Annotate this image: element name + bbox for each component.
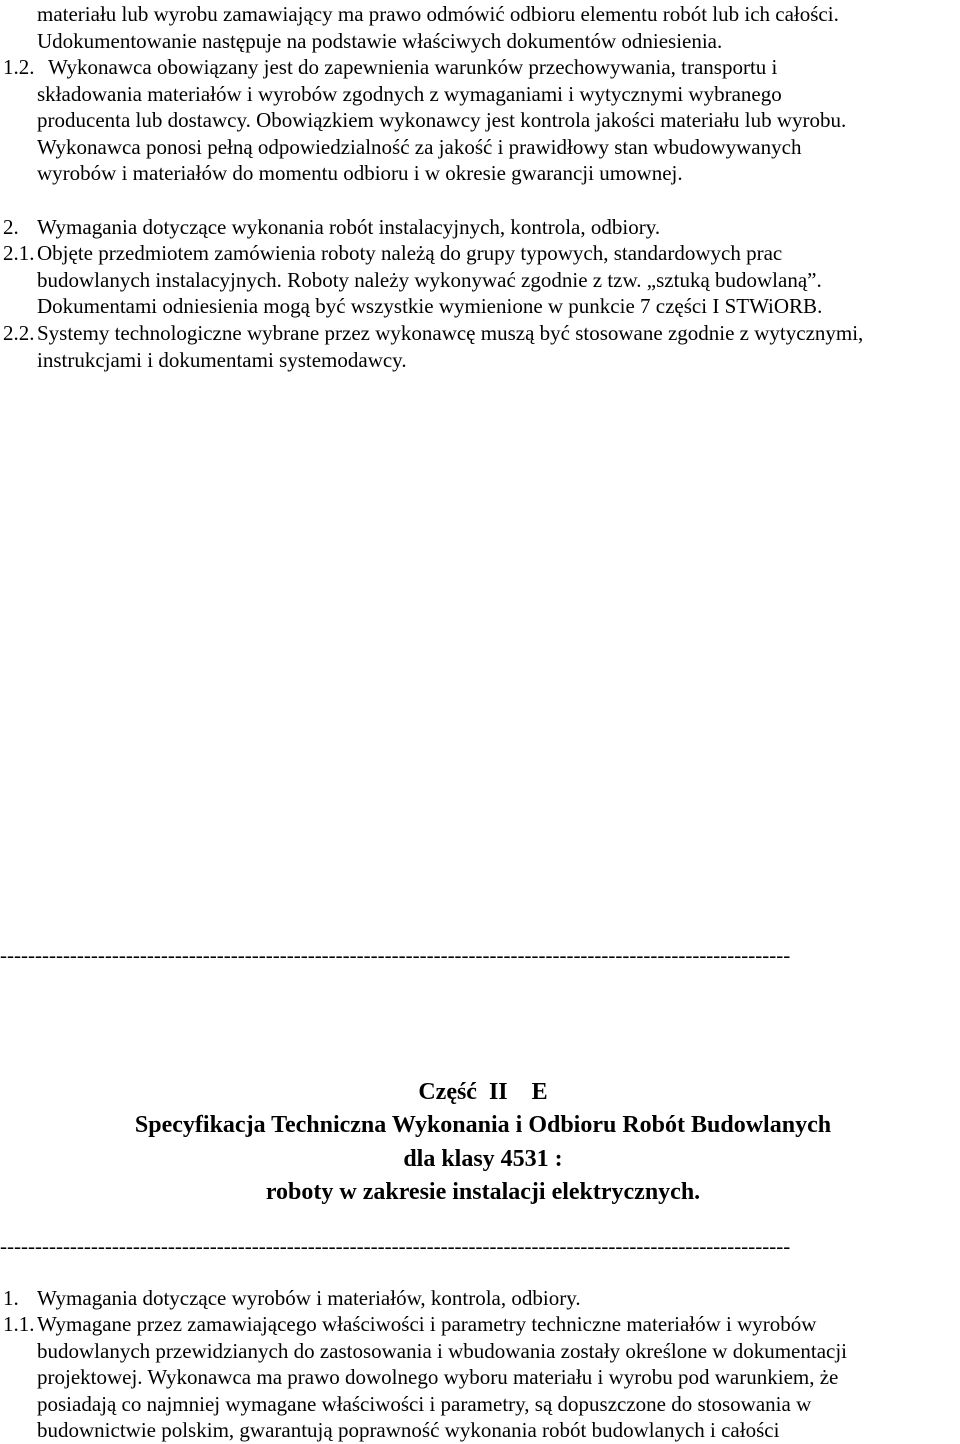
text-line: składowania materiałów i wyrobów zgodnych z wymaganiami i wytycznymi wybranego: [37, 81, 782, 106]
paragraph-number: 1.1.: [3, 1312, 35, 1336]
part-title-block: [0, 1076, 960, 1209]
text-line: posiadają co najmniej wymagane właściwości i parametry, są dopuszczone do stosowania w: [37, 1391, 812, 1416]
text-line: Dokumentami odniesienia mogą być wszystkie wymienione w punkcie 7 części I STWiORB.: [37, 294, 823, 319]
text-line: Wykonawca obowiązany jest do zapewnienia warunków przechowywania, transportu i: [48, 55, 778, 79]
section-heading-line: [0, 1285, 581, 1312]
paragraph-first-line: [0, 240, 822, 267]
text-line: wyrobów i materiałów do momentu odbioru i w okresie gwarancji umownej.: [37, 161, 683, 186]
section-number: 1.: [3, 1286, 19, 1310]
paragraph-first-line: [0, 54, 846, 81]
separator-dashes: -----------------------------------------------------------------------------------------------------------------: [0, 1234, 791, 1258]
text-line: Objęte przedmiotem zamówienia roboty należą do grupy typowych, standardowych prac: [37, 241, 783, 265]
section-title: Wymagania dotyczące wyrobów i materiałów, kontrola, odbiory.: [37, 1286, 581, 1310]
section-1-heading: [0, 1285, 581, 1312]
specification-title: Specyfikacja Techniczna Wykonania i Odbioru Robót Budowlanych: [134, 1112, 832, 1139]
paragraph-2-2: [0, 320, 863, 373]
text-line: projektowej. Wykonawca ma prawo dowolnego wyboru materiału i wyrobu pod warunkiem, że: [37, 1365, 839, 1390]
text-line: budownictwie polskim, gwarantują poprawność wykonania robót budowlanych i całości: [37, 1418, 780, 1443]
paragraph-first-line: [0, 320, 863, 347]
text-line: budowlanych instalacyjnych. Roboty należy wykonywać zgodnie z tzw. „sztuką budowlaną”.: [37, 267, 822, 292]
text-line: materiału lub wyrobu zamawiający ma prawo odmówić odbioru elementu robót lub ich całości.: [37, 2, 839, 26]
section-heading-line: [0, 214, 660, 241]
separator-dashes: -----------------------------------------------------------------------------------------------------------------: [0, 943, 791, 967]
paragraph-first-line: [0, 1311, 847, 1338]
paragraph-number: 2.2.: [3, 321, 35, 345]
section-title: Wymagania dotyczące wykonania robót instalacyjnych, kontrola, odbiory.: [37, 215, 661, 239]
paragraph-1-1: [0, 1311, 847, 1444]
scope-title: roboty w zakresie instalacji elektrycznych.: [265, 1178, 701, 1205]
text-line: Wykonawca ponosi pełną odpowiedzialność za jakość i prawidłowy stan wbudowywanych: [37, 134, 802, 159]
paragraph-number: 2.1.: [3, 241, 35, 265]
text-line: instrukcjami i dokumentami systemodawcy.: [37, 347, 407, 372]
paragraph-1-2: [0, 54, 846, 187]
text-line: producenta lub dostawcy. Obowiązkiem wykonawcy jest kontrola jakości materiału lub wyrobu.: [37, 108, 847, 133]
section-number: 2.: [3, 215, 19, 239]
section-2-heading: [0, 214, 660, 241]
paragraph-number: 1.2.: [3, 55, 35, 79]
text-line: Wymagane przez zamawiającego właściwości i parametry techniczne materiałów i wyrobów: [37, 1312, 817, 1336]
class-title: dla klasy 4531 :: [403, 1145, 563, 1172]
text-line: budowlanych przewidzianych do zastosowania i wbudowania zostały określone w dokumentacji: [37, 1338, 848, 1363]
text-line: Udokumentowanie następuje na podstawie właściwych dokumentów odniesienia.: [37, 28, 723, 53]
paragraph-2-1: [0, 240, 822, 320]
continuation-paragraph: [37, 1, 839, 54]
text-line: Systemy technologiczne wybrane przez wykonawcę muszą być stosowane zgodnie z wytycznymi,: [37, 321, 864, 345]
part-title: Część II E: [418, 1079, 548, 1105]
